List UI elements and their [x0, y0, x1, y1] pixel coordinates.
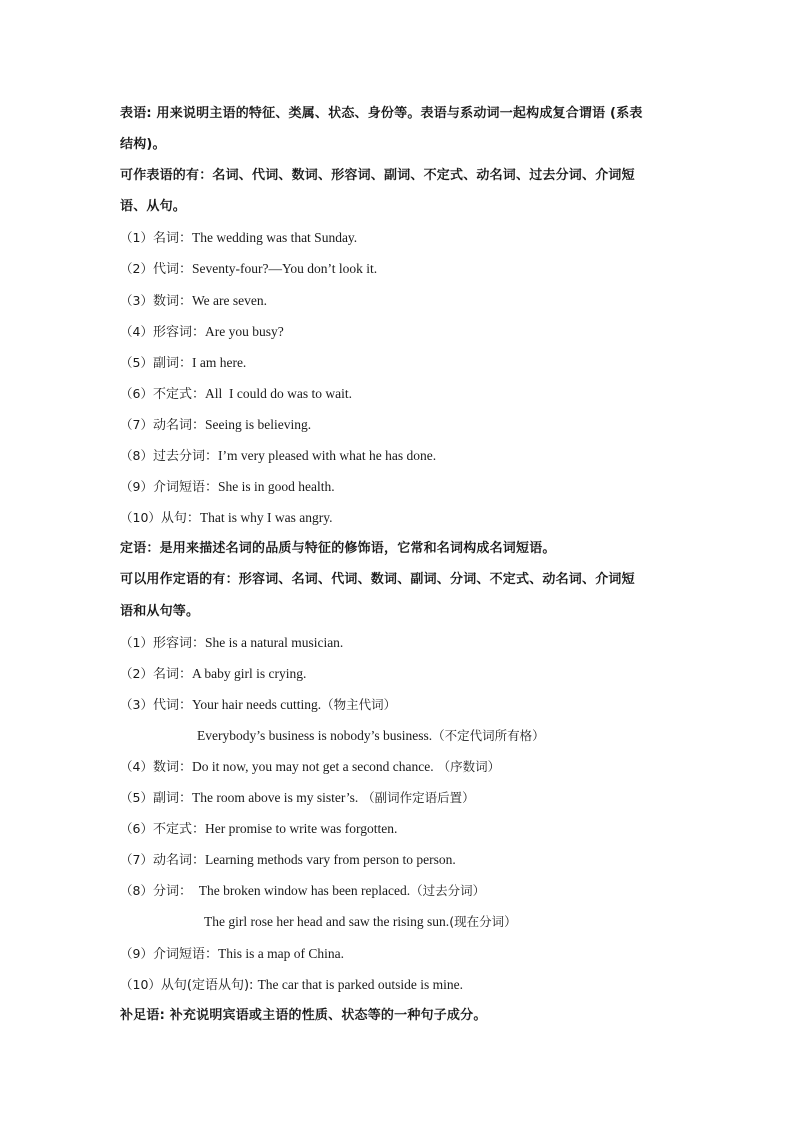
list-item: （9）介词短语：This is a map of China. [120, 945, 344, 962]
list-item: （6）不定式：Her promise to write was forgotten. [120, 821, 398, 838]
predicative-types-line2: 语、从句。 [120, 199, 187, 215]
list-item: （10）从句(定语从句): The car that is parked outside is mine. [120, 976, 464, 993]
attributive-types-line1: 可以用作定语的有：形容词、名词、代词、数词、副词、分词、不定式、动名词、介词短 [120, 572, 635, 588]
list-item-continuation: The girl rose her head and saw the rising sun.(现在分词） [204, 914, 517, 930]
list-item: （3）代词：Your hair needs cutting.（物主代词） [120, 696, 397, 713]
list-item: （1）名词：The wedding was that Sunday. [120, 230, 358, 247]
list-item: （6）不定式：All I could do was to wait. [120, 385, 352, 402]
document-page [120, 98, 680, 1031]
list-item: （3）数词：We are seven. [120, 292, 267, 309]
attributive-list [120, 627, 680, 1000]
attributive-definition: 定语：是用来描述名词的品质与特征的修饰语，它常和名词构成名词短语。 [120, 541, 556, 557]
list-item: （5）副词：The room above is my sister’s. （副词作定语后置） [120, 790, 475, 807]
predicative-types-line1: 可作表语的有：名词、代词、数词、形容词、副词、不定式、动名词、过去分词、介词短 [120, 168, 635, 184]
list-item: （8）过去分词：I’m very pleased with what he has done. [120, 448, 437, 465]
list-item: （5）副词：I am here. [120, 354, 247, 371]
list-item: （4）形容词：Are you busy? [120, 323, 284, 340]
list-item: （7）动名词：Learning methods vary from person to person. [120, 852, 456, 869]
predicative-list [120, 222, 680, 533]
attributive-types-line2: 语和从句等。 [120, 603, 200, 619]
list-item: （10）从句：That is why I was angry. [120, 510, 333, 527]
predicative-definition-line2: 结构)。 [120, 137, 166, 153]
list-item: （8）分词： The broken window has been replaced.（过去分词） [120, 883, 486, 900]
list-item: （2）名词：A baby girl is crying. [120, 665, 307, 682]
list-item: （1）形容词：She is a natural musician. [120, 634, 344, 651]
list-item: （9）介词短语：She is in good health. [120, 479, 335, 496]
list-item: （4）数词：Do it now, you may not get a second chance. （序数词） [120, 758, 501, 775]
list-item: （7）动名词：Seeing is believing. [120, 416, 312, 433]
complement-definition: 补足语: 补充说明宾语或主语的性质、状态等的一种句子成分。 [120, 1007, 487, 1023]
list-item: （2）代词：Seventy-four?—You don’t look it. [120, 261, 378, 278]
predicative-definition-line1: 表语: 用来说明主语的特征、类属、状态、身份等。表语与系动词一起构成复合谓语 (系表 [120, 106, 643, 121]
list-item-continuation: Everybody’s business is nobody’s business.（不定代词所有格） [197, 727, 545, 743]
